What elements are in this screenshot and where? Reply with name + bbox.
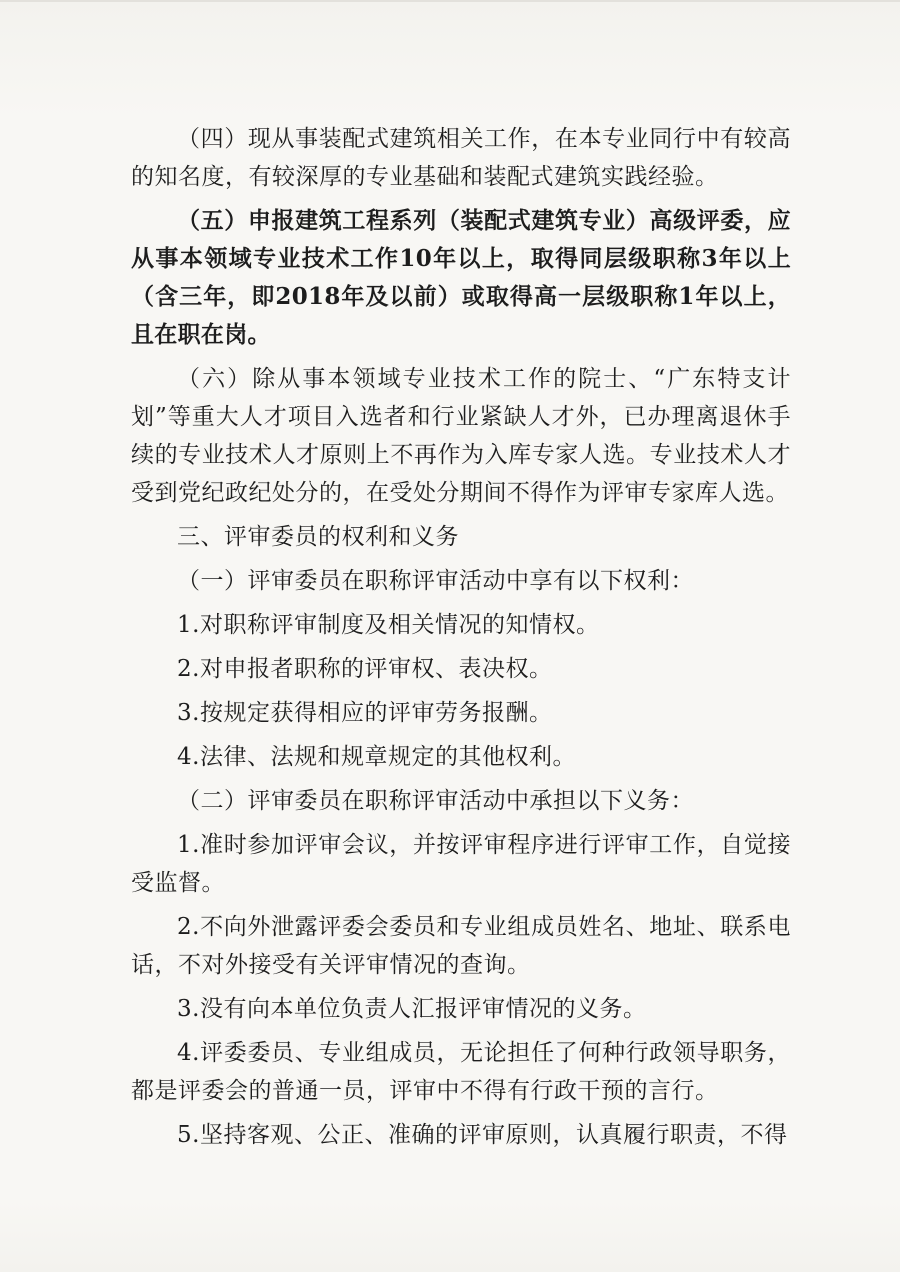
document-body <box>131 120 791 1160</box>
duties-intro: （二）评审委员在职称评审活动中承担以下义务： <box>177 788 694 814</box>
duty-item-3: 3.没有向本单位负责人汇报评审情况的义务。 <box>177 996 647 1022</box>
paragraph-item-6: （六）除从事本领域专业技术工作的院士、“广东特支计划”等重大人才项目入选者和行业紧缺人才外，已办理离退休手续的专业技术人才原则上不再作为入库专家人选。专业技术人才受到党纪政纪处分的，在受处分期间不得作为评审专家库人选。 <box>131 366 791 506</box>
right-item-2: 2.对申报者职称的评审权、表决权。 <box>177 656 553 682</box>
duty-item-4: 4.评委委员、专业组成员，无论担任了何种行政领导职务，都是评委会的普通一员，评审中不得有行政干预的言行。 <box>131 1040 791 1104</box>
right-item-4: 4.法律、法规和规章规定的其他权利。 <box>177 744 576 770</box>
scan-edge-top <box>0 0 900 2</box>
section-heading-rights-duties: 三、评审委员的权利和义务 <box>177 524 459 550</box>
right-item-1: 1.对职称评审制度及相关情况的知情权。 <box>177 612 600 638</box>
paragraph-item-4: （四）现从事装配式建筑相关工作，在本专业同行中有较高的知名度，有较深厚的专业基础和装配式建筑实践经验。 <box>131 126 791 190</box>
duty-item-2: 2.不向外泄露评委会委员和专业组成员姓名、地址、联系电话，不对外接受有关评审情况的查询。 <box>131 914 791 978</box>
rights-intro: （一）评审委员在职称评审活动中享有以下权利： <box>177 568 694 594</box>
duty-item-1: 1.准时参加评审会议，并按评审程序进行评审工作，自觉接受监督。 <box>131 832 791 896</box>
duty-item-5: 5.坚持客观、公正、准确的评审原则，认真履行职责，不得 <box>177 1122 788 1148</box>
right-item-3: 3.按规定获得相应的评审劳务报酬。 <box>177 700 553 726</box>
paragraph-item-5: （五）申报建筑工程系列（装配式建筑专业）高级评委，应从事本领域专业技术工作10年以上，取得同层级职称3年以上（含三年，即2018年及以前）或取得高一层级职称1年以上，且在职在岗。 <box>131 207 791 348</box>
